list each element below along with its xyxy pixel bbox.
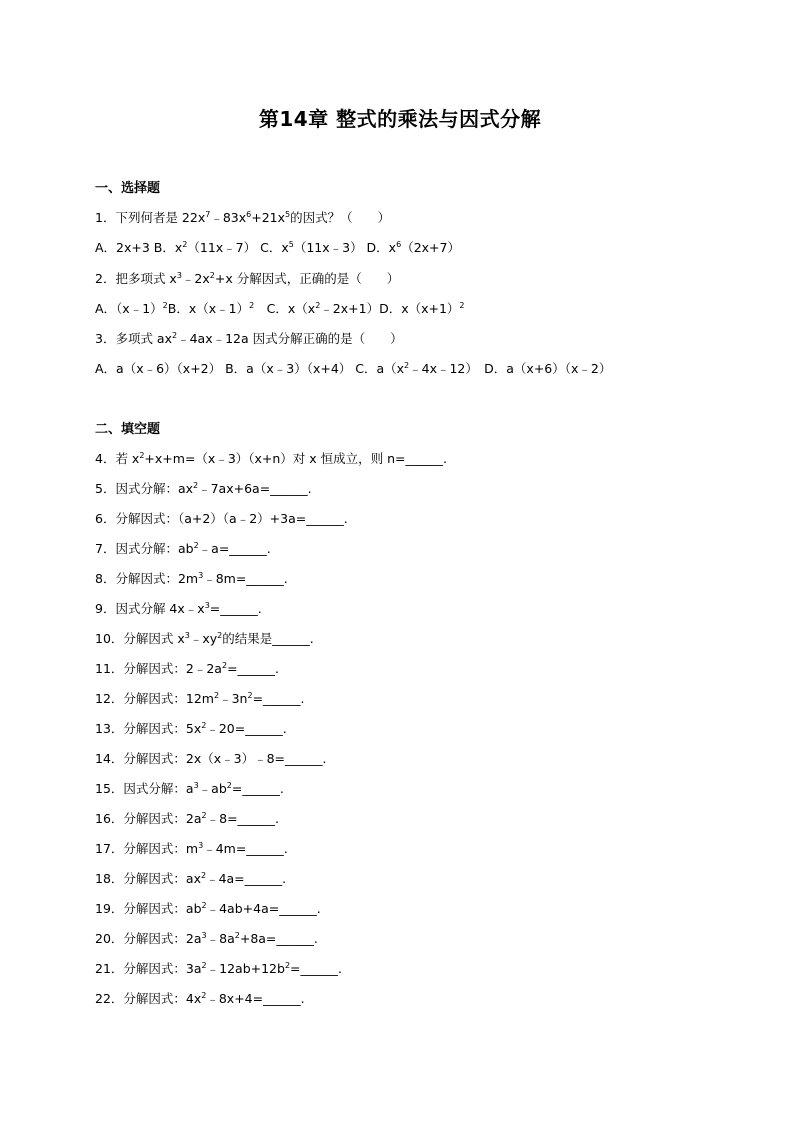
question-line: A．（x﹣1）$^2$B．x（x﹣1）$^2$ C．$x(x^2﹣2x+1)D$．$x(x+1)^2$ [95, 301, 465, 316]
exponent: 5 [285, 210, 291, 219]
fill-blank-question: 6．分解因式：（a+2）（a﹣2）+3a=______. [95, 511, 348, 526]
exponent: 7 [205, 210, 211, 219]
exponent: 2 [247, 691, 253, 700]
exponent: 2 [226, 781, 232, 790]
exponent: 3 [201, 931, 207, 940]
fill-blank-question: 18．分解因式：$ax^2﹣4a=\_\_\_\_\_\_$. [95, 871, 287, 886]
section-heading: 二、填空题 [95, 422, 161, 437]
section-heading: 一、选择题 [95, 181, 161, 196]
exponent: 3 [198, 571, 204, 580]
exponent: 2 [162, 301, 168, 310]
exponent: 3 [198, 841, 204, 850]
fill-blank-question: 5．因式分解：$ax^2﹣7ax+6a=\_\_\_\_\_\_$. [95, 481, 312, 496]
exponent: 2 [234, 931, 240, 940]
fill-blank-question: 22．分解因式：$4x^2﹣8x+4=\_\_\_\_\_\_$. [95, 991, 305, 1006]
fill-blank-question: 19．分解因式：$ab^2﹣4ab+4a=\_\_\_\_\_\_$. [95, 901, 321, 916]
exponent: 2 [221, 661, 228, 670]
exponent: 2 [249, 301, 255, 310]
question-line: A．2x+3 B．$x^2(11x﹣7)$ C．$x^5(11x﹣3)$ D．$x^6(2x+7)$ [95, 240, 460, 255]
exponent: 3 [184, 631, 190, 640]
fill-blank-question: 10．分解因式 $x^3﹣xy^2$的结果是______. [95, 631, 314, 646]
fill-blank-question: 13．分解因式：$5x^2﹣20=\_\_\_\_\_\_$. [95, 721, 287, 736]
exponent: 2 [201, 961, 207, 970]
exponent: 2 [214, 691, 220, 700]
exponent: 6 [396, 240, 402, 249]
exponent: 2 [201, 991, 207, 1000]
fill-blank-question: 17．分解因式：$m^3﹣4m=\_\_\_\_\_\_$. [95, 841, 288, 856]
exponent: 2 [201, 811, 207, 820]
fill-blank-question: 4．若 $x^2+x+m=(x﹣3)(x+n)$对 x 恒成立，则 n=______. [95, 451, 447, 466]
question-line: A．a（x﹣6）（x+2） B．a（x﹣3）（x+4） C．$a(x^2﹣4x﹣12)$ D．a（x+6）（x﹣2） [95, 361, 612, 376]
question-line: 1．下列何者是 $22x^7﹣83x^6+21x^5$的因式？（ ） [95, 210, 391, 225]
fill-blank-question: 12．分解因式：$12m^2﹣3n^2=\_\_\_\_\_\_$. [95, 691, 305, 706]
exponent: 2 [200, 871, 207, 880]
fill-blank-question: 20．分解因式：$2a^3﹣8a^2+8a=\_\_\_\_\_\_$. [95, 931, 318, 946]
fill-blank-question: 15．因式分解：$a^3﹣ab^2=\_\_\_\_\_\_$. [95, 781, 284, 796]
exponent: 2 [139, 451, 145, 460]
exponent: 2 [193, 541, 199, 550]
exponent: 3 [176, 271, 182, 280]
exponent: 2 [404, 361, 410, 370]
exponent: 2 [193, 481, 199, 490]
exponent: 5 [288, 240, 294, 249]
fill-blank-question: 7．因式分解：$ab^2﹣a=\_\_\_\_\_\_$. [95, 541, 271, 556]
exponent: 2 [315, 301, 321, 310]
exponent: 2 [209, 271, 215, 280]
exponent: 2 [284, 961, 291, 970]
fill-blank-question: 21．分解因式：$3a^2﹣12ab+12b^2=\_\_\_\_\_\_$. [95, 961, 342, 976]
fill-blank-question: 9．因式分解 $4x﹣x^3=\_\_\_\_\_\_$. [95, 601, 262, 616]
exponent: 6 [246, 210, 252, 219]
fill-blank-question: 14．分解因式：2x（x﹣3）﹣8=______. [95, 751, 327, 766]
exponent: 2 [171, 331, 178, 340]
exponent: 3 [204, 601, 210, 610]
fill-blank-question: 16．分解因式：$2a^2﹣8=\_\_\_\_\_\_$. [95, 811, 280, 826]
exponent: 3 [193, 781, 199, 790]
question-line: 2．把多项式 $x^3﹣2x^2+x$ 分解因式，正确的是（ ） [95, 271, 400, 286]
exponent: 2 [201, 721, 207, 730]
page-title: 第14章 整式的乘法与因式分解 [258, 107, 542, 131]
exponent: 2 [459, 301, 465, 310]
fill-blank-question: 11．分解因式：$2﹣2a^2=\_\_\_\_\_\_$. [95, 661, 280, 676]
exponent: 2 [217, 631, 223, 640]
fill-blank-question: 8．分解因式：$2m^3﹣8m=\_\_\_\_\_\_$. [95, 571, 288, 586]
question-line: 3．多项式 $ax^2﹣4ax﹣12a$ 因式分解正确的是（ ） [95, 331, 403, 346]
exponent: 2 [201, 901, 207, 910]
exponent: 2 [182, 240, 188, 249]
